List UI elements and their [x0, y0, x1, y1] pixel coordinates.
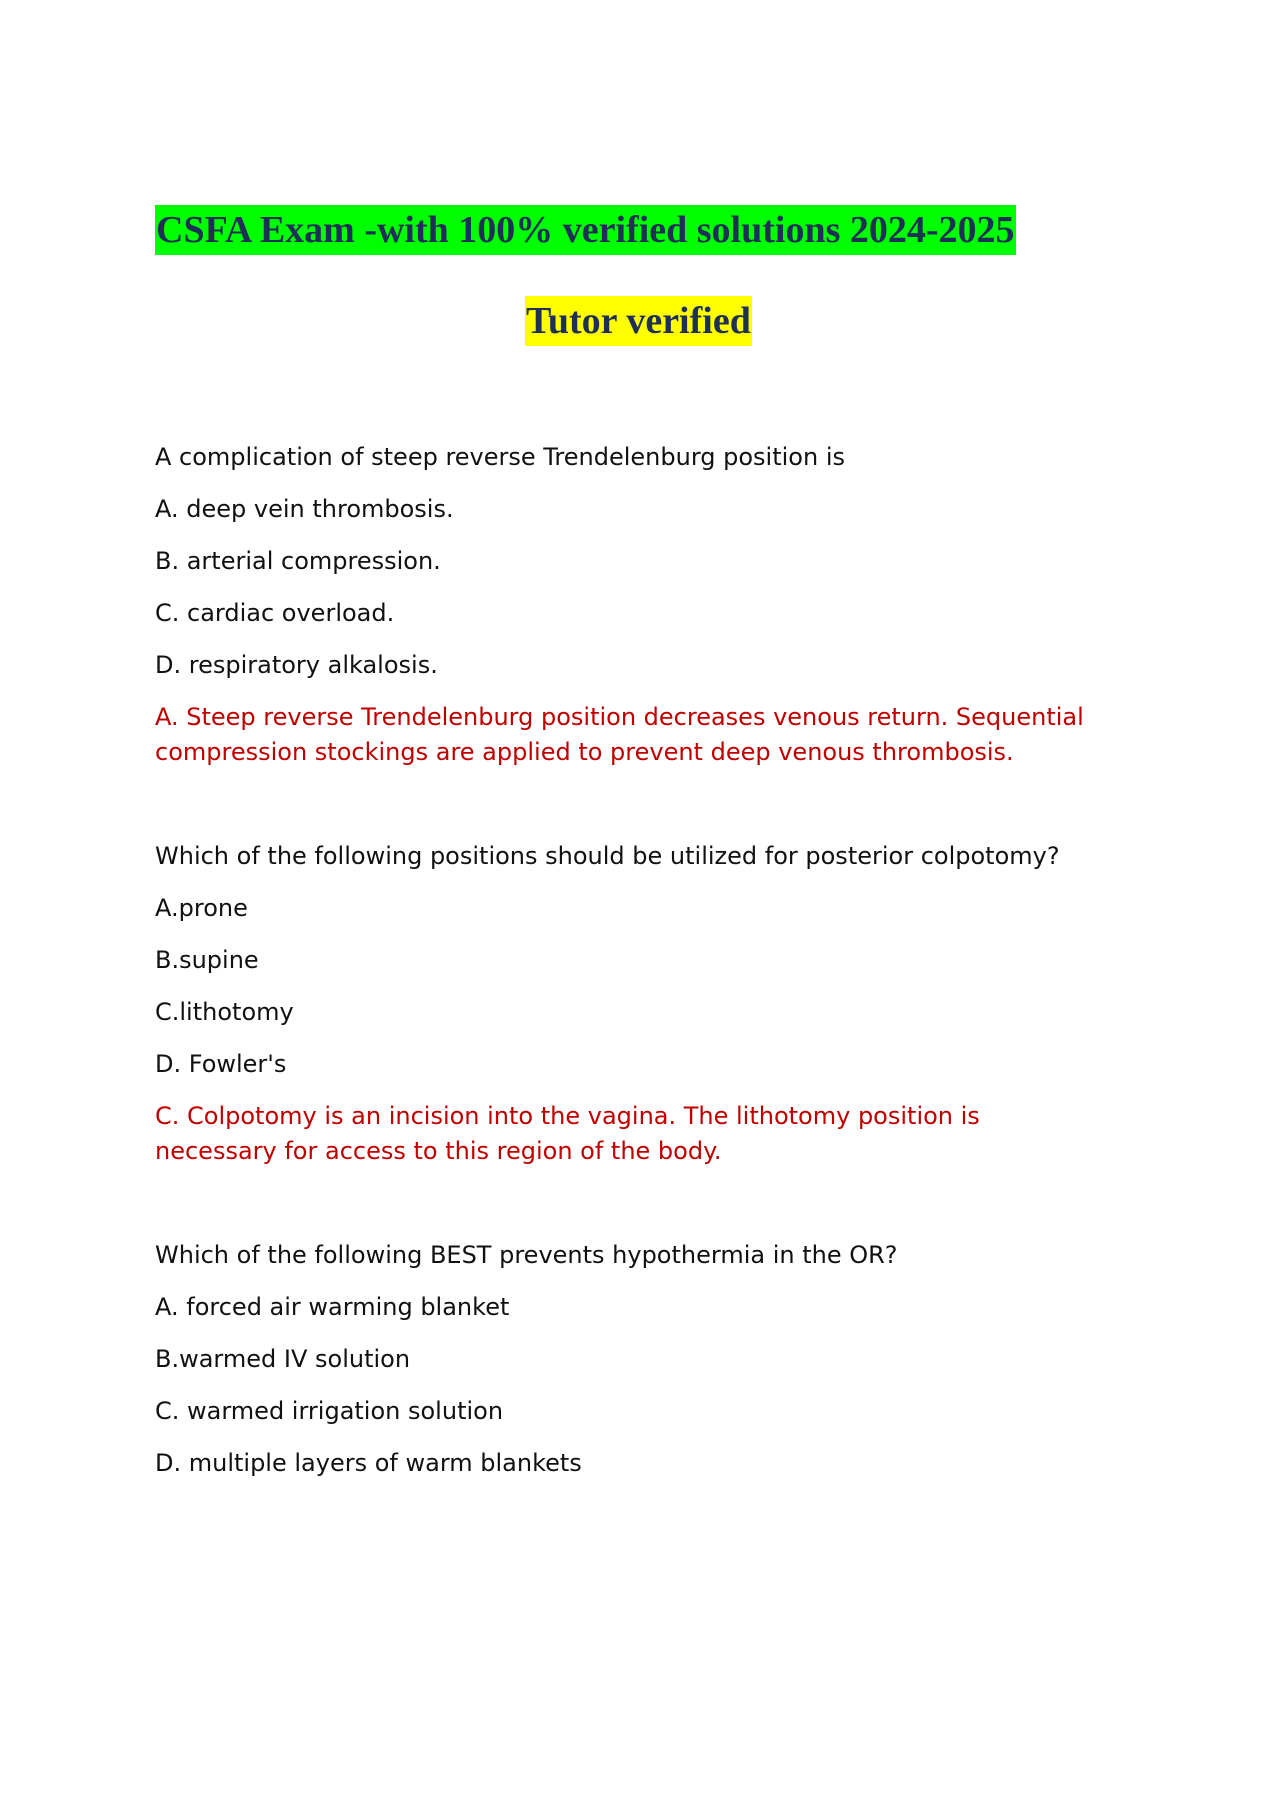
answer-explanation: A. Steep reverse Trendelenburg position decreases venous return. Sequential compression stockings are applied to prevent deep venous thrombosis.	[155, 703, 1084, 766]
answer-explanation: C. Colpotomy is an incision into the vagina. The lithotomy position is necessary for access to this region of the body.	[155, 1102, 980, 1165]
answer-option: C. warmed irrigation solution	[155, 1397, 504, 1425]
question-block-2	[155, 839, 1095, 1169]
answer-option: C.lithotomy	[155, 998, 294, 1026]
answer-option: D. multiple layers of warm blankets	[155, 1449, 582, 1477]
question-text: Which of the following BEST prevents hypothermia in the OR?	[155, 1241, 898, 1269]
question-block-1	[155, 440, 1095, 770]
answer-option: A. forced air warming blanket	[155, 1293, 510, 1321]
answer-option: B.supine	[155, 946, 259, 974]
answer-option: B. arterial compression.	[155, 547, 441, 575]
question-text: Which of the following positions should be utilized for posterior colpotomy?	[155, 842, 1060, 870]
document-title: CSFA Exam -with 100% verified solutions 2024-2025	[155, 205, 1016, 255]
question-text: A complication of steep reverse Trendelenburg position is	[155, 443, 845, 471]
question-block-3	[155, 1238, 1095, 1481]
answer-option: D. respiratory alkalosis.	[155, 651, 438, 679]
document-subtitle: Tutor verified	[525, 296, 752, 346]
question-list	[155, 440, 1095, 1498]
answer-option: C. cardiac overload.	[155, 599, 395, 627]
answer-option: B.warmed IV solution	[155, 1345, 411, 1373]
answer-option: A. deep vein thrombosis.	[155, 495, 454, 523]
answer-option: A.prone	[155, 894, 248, 922]
answer-option: D. Fowler's	[155, 1050, 287, 1078]
